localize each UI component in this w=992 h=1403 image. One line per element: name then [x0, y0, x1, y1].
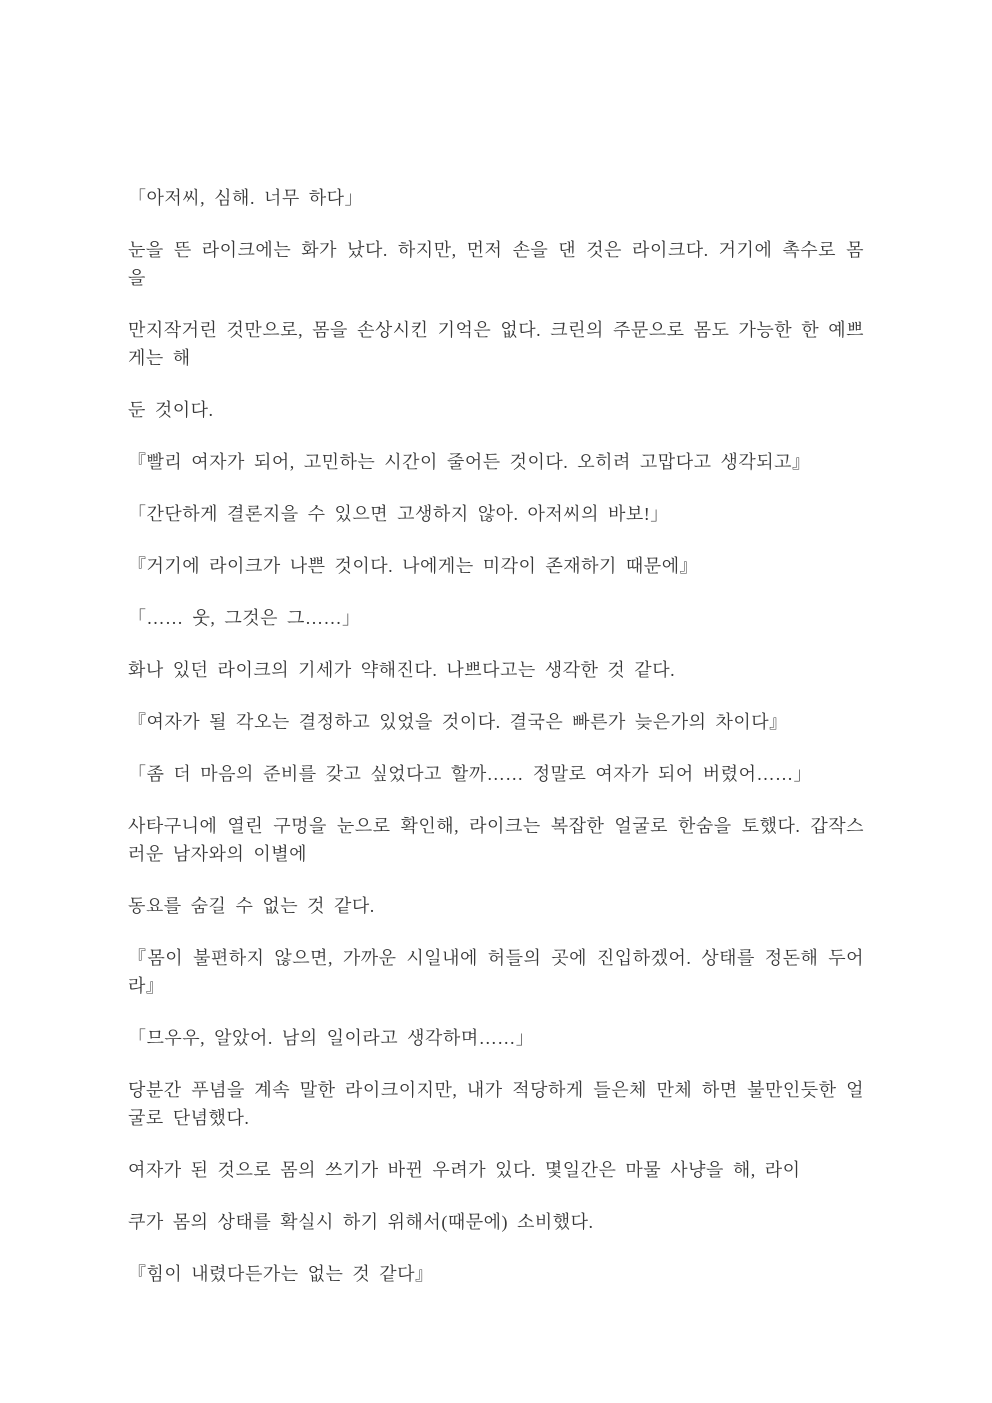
paragraph: 『빨리 여자가 되어, 고민하는 시간이 줄어든 것이다. 오히려 고맙다고 생각되고』 — [128, 452, 811, 472]
paragraph: 「간단하게 결론지을 수 있으면 고생하지 않아. 아저씨의 바보!」 — [128, 504, 669, 524]
paragraph: 『여자가 될 각오는 결정하고 있었을 것이다. 결국은 빠른가 늦은가의 차이다』 — [128, 712, 788, 732]
paragraph: 『거기에 라이크가 나쁜 것이다. 나에게는 미각이 존재하기 때문에』 — [128, 556, 699, 576]
paragraph: 「므우우, 알았어. 남의 일이라고 생각하며……」 — [128, 1028, 535, 1048]
paragraph: 「아저씨, 심해. 너무 하다」 — [128, 188, 363, 208]
paragraph: 사타구니에 열린 구멍을 눈으로 확인해, 라이크는 복잡한 얼굴로 한숨을 토했다. 갑작스러운 남자와의 이별에 — [128, 816, 864, 864]
paragraph: 여자가 된 것으로 몸의 쓰기가 바뀐 우려가 있다. 몇일간은 마물 사냥을 해, 라이 — [128, 1160, 801, 1180]
paragraph: 「…… 웃, 그것은 그……」 — [128, 608, 361, 628]
paragraph: 『힘이 내렸다든가는 없는 것 같다』 — [128, 1264, 434, 1284]
paragraph: 동요를 숨길 수 없는 것 같다. — [128, 896, 375, 916]
paragraph: 화나 있던 라이크의 기세가 약해진다. 나쁘다고는 생각한 것 같다. — [128, 660, 676, 680]
paragraph: 만지작거린 것만으로, 몸을 손상시킨 기억은 없다. 크린의 주문으로 몸도 가능한 한 예쁘게는 해 — [128, 320, 864, 368]
paragraph: 쿠가 몸의 상태를 확실시 하기 위해서(때문에) 소비했다. — [128, 1212, 594, 1232]
paragraph: 「좀 더 마음의 준비를 갖고 싶었다고 할까…… 정말로 여자가 되어 버렸어……」 — [128, 764, 812, 784]
paragraph: 둔 것이다. — [128, 400, 214, 420]
paragraph: 눈을 뜬 라이크에는 화가 났다. 하지만, 먼저 손을 댄 것은 라이크다. 거기에 촉수로 몸을 — [128, 240, 864, 288]
paragraph: 『몸이 불편하지 않으면, 가까운 시일내에 허들의 곳에 진입하겠어. 상태를 정돈해 두어라』 — [128, 948, 864, 996]
text-content — [128, 184, 864, 1288]
paragraph: 당분간 푸념을 계속 말한 라이크이지만, 내가 적당하게 들은체 만체 하면 불만인듯한 얼굴로 단념했다. — [128, 1080, 864, 1128]
